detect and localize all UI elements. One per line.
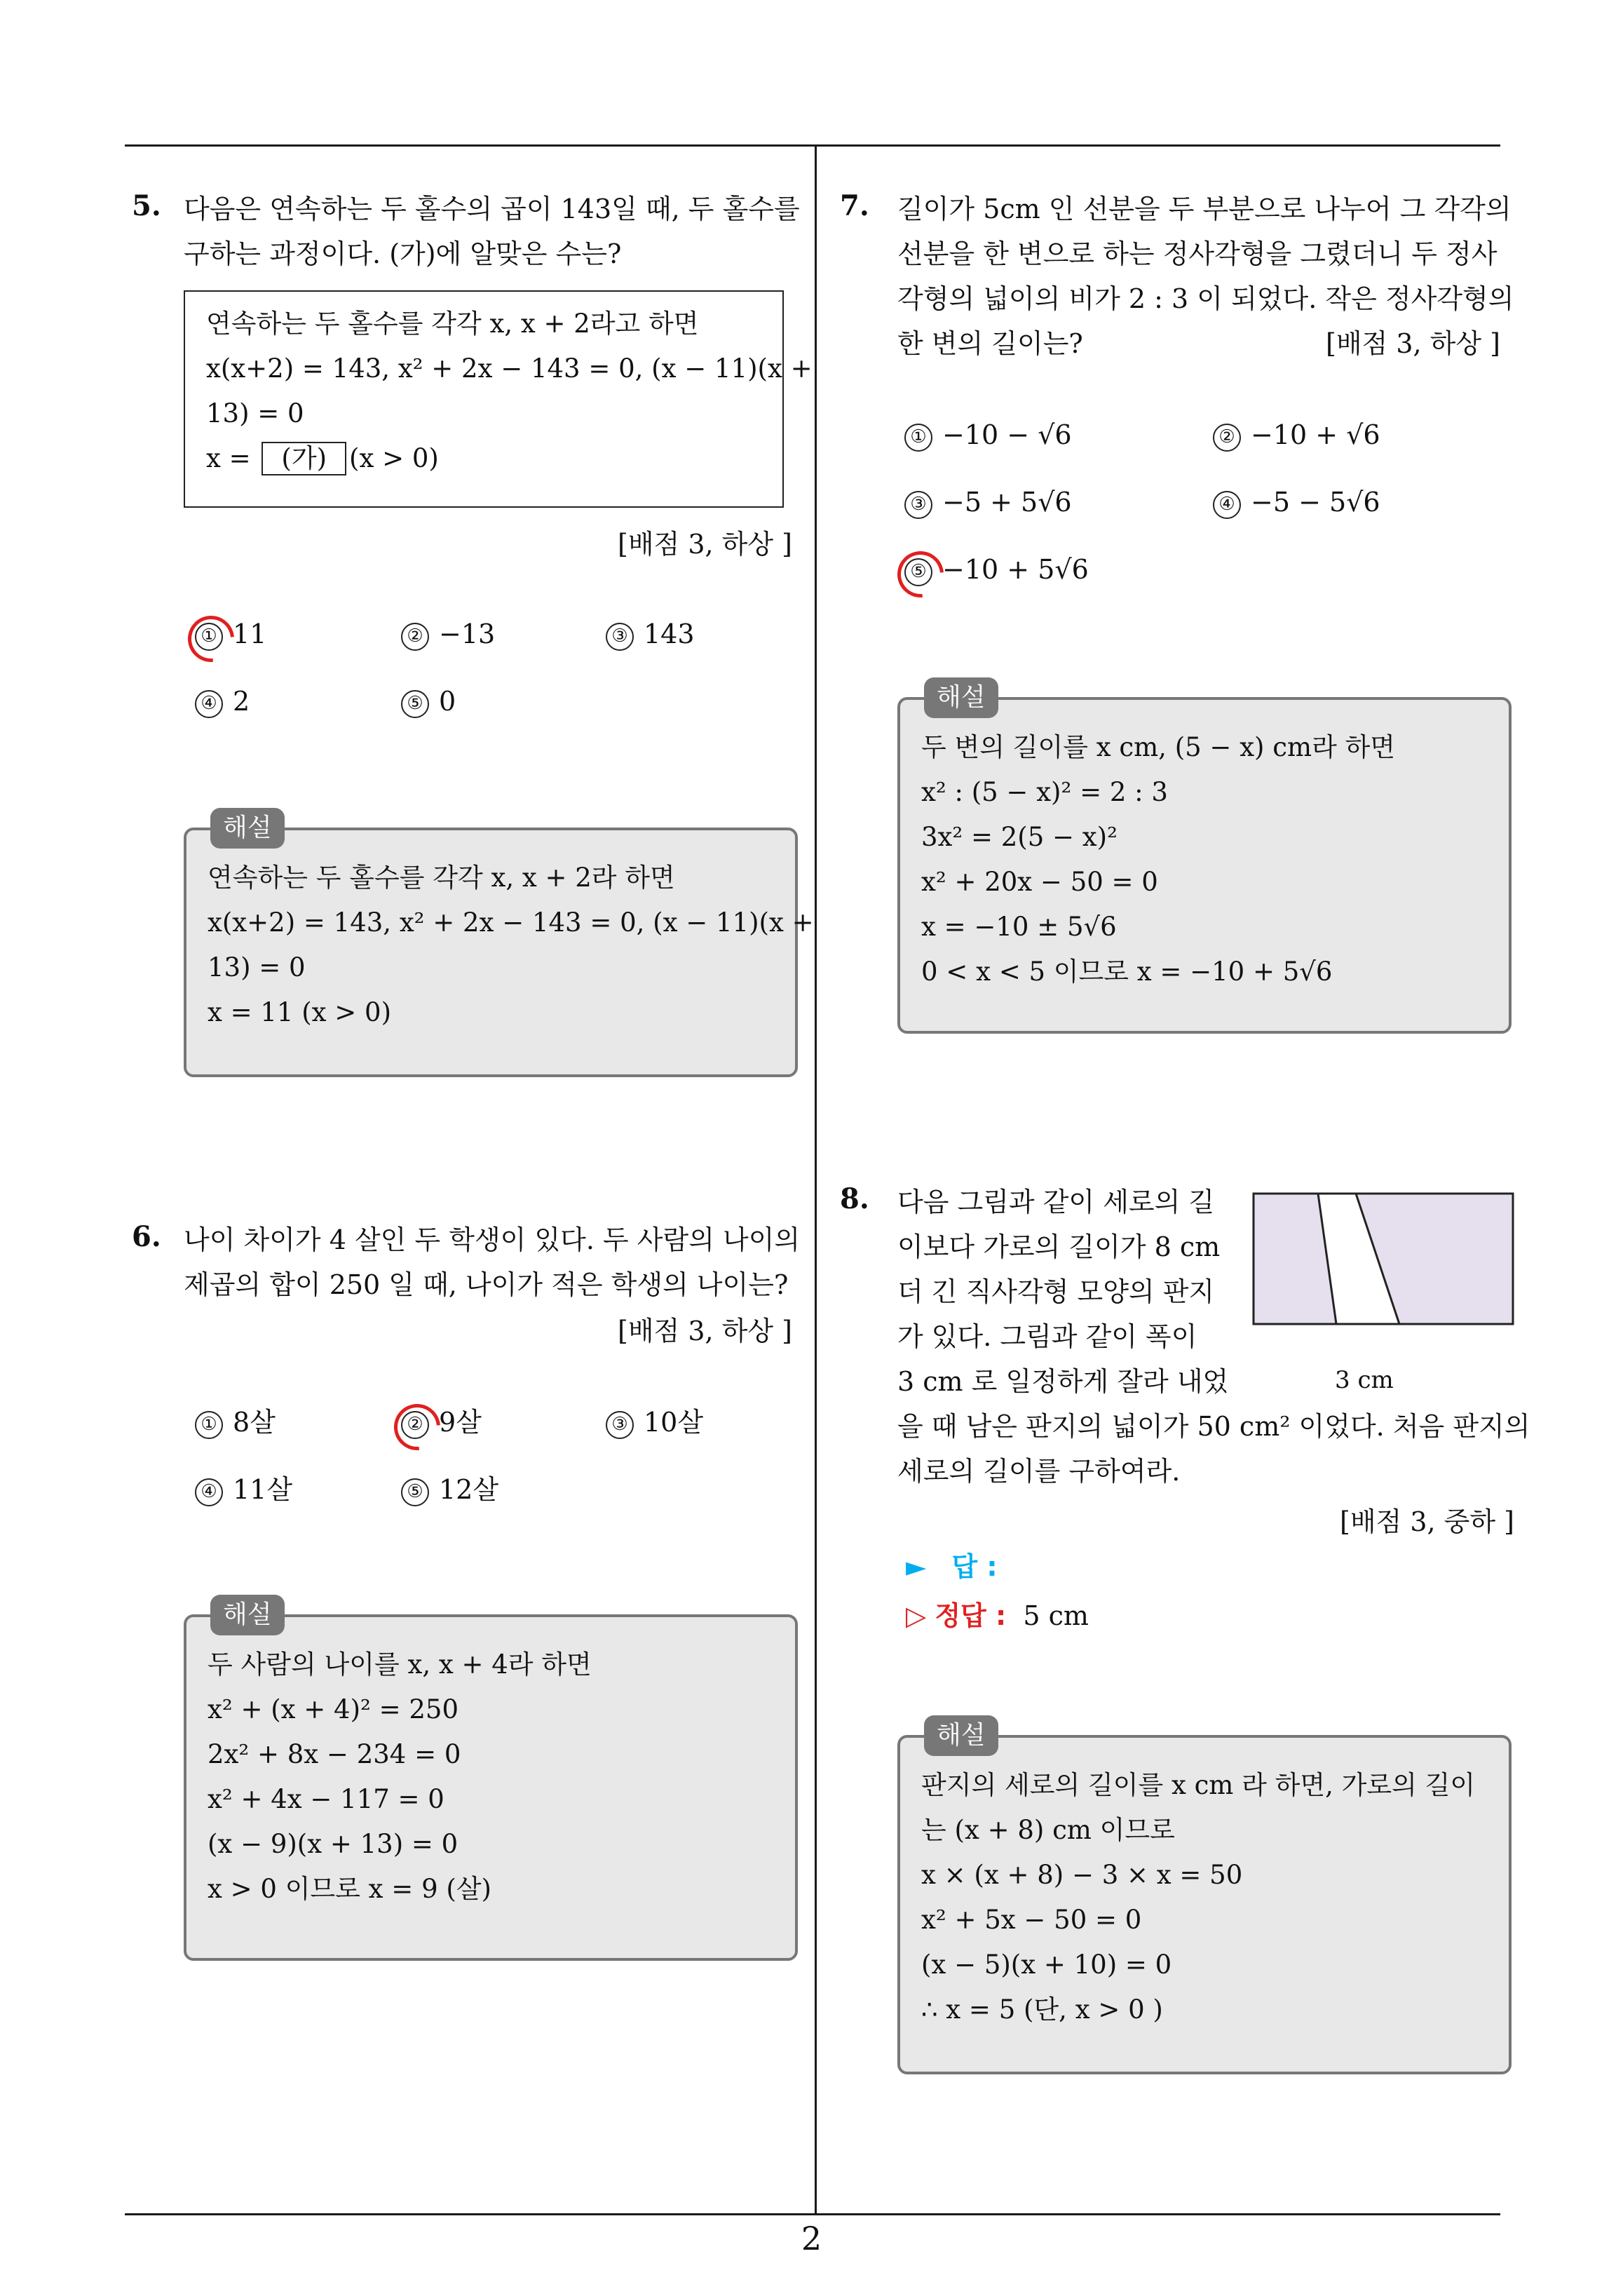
- arrow-outline-icon: ▷: [906, 1600, 927, 1631]
- blank-box: (가): [262, 442, 346, 475]
- answer-mark-icon: ⑤: [904, 558, 932, 586]
- choice-5[interactable]: ⑤ 0: [401, 684, 456, 718]
- answer-input-row[interactable]: ► 답 :: [906, 1551, 998, 1582]
- choice-3[interactable]: ③ −5 + 5√6: [904, 485, 1072, 519]
- question-number: 8.: [840, 1182, 869, 1215]
- question-text: 다음은 연속하는 두 홀수의 곱이 143일 때, 두 홀수를 구하는 과정이다. (가)에 알맞은 수는?: [184, 194, 800, 269]
- choice-3[interactable]: ③ 143: [606, 617, 695, 651]
- question-text: 길이가 5cm 인 선분을 두 부분으로 나누어 그 각각의 선분을 한 변으로 하는 정사각형을 그렸더니 두 정사 각형의 넓이의 비가 2 : 3 이 되었다. 작은 정사각형의 한 변의 길이는?: [897, 194, 1514, 359]
- bottom-rule: [125, 2213, 1500, 2215]
- choice-5[interactable]: ⑤ −10 + 5√6: [904, 553, 1089, 586]
- choice-4[interactable]: ④ 11살: [195, 1473, 292, 1506]
- question-number: 5.: [132, 189, 161, 222]
- arrow-right-icon: ►: [906, 1551, 927, 1582]
- question-number: 6.: [132, 1220, 161, 1253]
- solution-tag: 해설: [924, 677, 998, 718]
- solution-box: 해설 두 사람의 나이를 x, x + 4라 하면 x² + (x + 4)² = 250 2x² + 8x − 234 = 0 x² + 4x − 117 = 0 (x − 9)(x + 13) = 0 x > 0 이므로 x = 9 (살): [184, 1614, 798, 1961]
- answer-mark-icon: ②: [401, 1411, 429, 1439]
- choice-4[interactable]: ④ −5 − 5√6: [1213, 485, 1380, 519]
- choice-1[interactable]: ① 11: [195, 617, 266, 651]
- choice-5[interactable]: ⑤ 12살: [401, 1473, 498, 1506]
- solution-tag: 해설: [210, 1595, 285, 1635]
- correct-answer-row: ▷ 정답 : 5 cm: [906, 1600, 1089, 1631]
- choice-2[interactable]: ② 9살: [401, 1405, 482, 1439]
- choice-3[interactable]: ③ 10살: [606, 1405, 703, 1439]
- question-number: 7.: [840, 189, 869, 222]
- solution-tag: 해설: [210, 808, 285, 849]
- solution-box: 해설 연속하는 두 홀수를 각각 x, x + 2라 하면 x(x+2) = 143, x² + 2x − 143 = 0, (x − 11)(x + 13) = 0 x = 11 (x > 0): [184, 828, 798, 1077]
- score: [배점 3, 중하 ]: [1340, 1506, 1514, 1537]
- choice-1[interactable]: ① 8살: [195, 1405, 276, 1439]
- solution-tag: 해설: [924, 1715, 998, 1756]
- score: [배점 3, 하상 ]: [618, 529, 792, 560]
- choice-4[interactable]: ④ 2: [195, 684, 250, 718]
- score: [배점 3, 하상 ]: [618, 1316, 792, 1346]
- page-number: 2: [801, 2220, 822, 2257]
- process-box: 연속하는 두 홀수를 각각 x, x + 2라고 하면 x(x+2) = 143, x² + 2x − 143 = 0, (x − 11)(x + 13) = 0 x = (가) (x > 0): [184, 290, 784, 508]
- correct-answer-value: 5 cm: [1023, 1600, 1089, 1631]
- answer-mark-icon: ①: [195, 623, 223, 651]
- top-rule: [125, 144, 1500, 147]
- choice-1[interactable]: ① −10 − √6: [904, 418, 1072, 452]
- column-divider: [815, 146, 817, 2213]
- score: [배점 3, 하상 ]: [1326, 328, 1500, 359]
- solution-box: 해설 두 변의 길이를 x cm, (5 − x) cm라 하면 x² : (5 − x)² = 2 : 3 3x² = 2(5 − x)² x² + 20x − 50 = 0 x = −10 ± 5√6 0 < x < 5 이므로 x = −10 + 5√6: [897, 697, 1512, 1034]
- question-text: 다음 그림과 같이 세로의 길 이보다 가로의 길이가 8 cm 더 긴 직사각형 모양의 판지 가 있다. 그림과 같이 폭이 3 cm 로 일정하게 잘라 내었 을 때 남은 판지의 넓이가 50 cm² 이었다. 처음 판지의 세로의 길이를 구하여라.: [897, 1187, 1530, 1487]
- solution-box: 해설 판지의 세로의 길이를 x cm 라 하면, 가로의 길이 는 (x + 8) cm 이므로 x × (x + 8) − 3 × x = 50 x² + 5x − 50 = 0 (x − 5)(x + 10) = 0 ∴ x = 5 (단, x > 0 ): [897, 1735, 1512, 2074]
- figure-width-label: 3 cm: [1335, 1366, 1394, 1394]
- choice-2[interactable]: ② −13: [401, 617, 495, 651]
- question-text: 나이 차이가 4 살인 두 학생이 있다. 두 사람의 나이의 제곱의 합이 250 일 때, 나이가 적은 학생의 나이는?: [184, 1224, 801, 1300]
- cardboard-figure: [1252, 1192, 1514, 1368]
- choice-2[interactable]: ② −10 + √6: [1213, 418, 1380, 452]
